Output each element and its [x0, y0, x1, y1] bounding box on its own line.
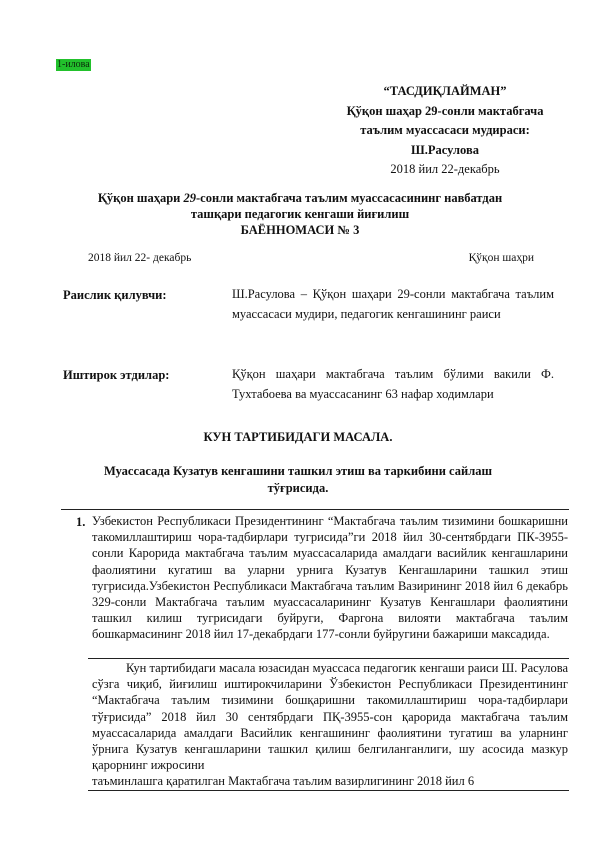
section-divider-top [61, 509, 569, 510]
discussion-paragraph: Кун тартибидаги масала юзасидан муассаса педагогик кенгаши раиси Ш. Расулова сўзга чиқиб, йиғилиш иштирокчиларини Ўзбекистон Республикаси Президентининг “Мактабгача таълим тизимини бошқаришни такомиллаштириш чора-тадбирлари тўғрисида” 2018 йил 30 сентябрдаги ПҚ-3955-сон қарорида мактабгача таълим муассасаларида амалдаги Васийлик кенгашининг фаолиятини тугатиш ва уларнинг ўрнига Кузатув кенгашларини ташкил қилиш белгиланганлиги, шу асосида мазкур қарорнинг ижросини [92, 661, 568, 773]
date-place-line [88, 252, 534, 264]
title-line-1 [60, 190, 540, 206]
approval-line-2: таълим муассасаси мудираси: [360, 123, 530, 137]
meeting-place: Қўқон шаҳри [468, 252, 534, 264]
chair-label: Раислик қилувчи: [63, 288, 167, 302]
approval-heading: “ТАСДИҚЛАЙМАН” [383, 84, 507, 98]
discussion-last-line: таъминлашга қаратилган Мактабгача таълим вазирлигининг 2018 йил 6 [92, 774, 475, 788]
title-line-1-start: Қўқон шаҳари [97, 191, 184, 205]
title-line-2: ташқари педагогик кенгаши йиғилиш [190, 207, 410, 221]
approval-date: 2018 йил 22-декабрь [390, 162, 500, 176]
title-number: 29 [183, 191, 197, 205]
title-line-1-end: -сонли мактабгача таълим муассасасининг навбатдан [196, 191, 503, 205]
approval-line-1: Қўқон шаҳар 29-сонли мактабгача [346, 103, 544, 118]
agenda-heading: КУН ТАРТИБИДАГИ МАСАЛА. [203, 430, 393, 444]
agenda-subject: Муассасада Кузатув кенгашини ташкил этиш ва таркибини сайлаш тўғрисида. [103, 464, 493, 495]
meeting-date: 2018 йил 22- декабрь [88, 252, 192, 264]
appendix-label: 1-илова [57, 59, 90, 70]
item-text: Узбекистон Республикаси Президентининг “Мактабгача таълим тизимини бошкаришни такомиллаштириш чора-тадбирлари тугрисида”ги 2018 йил 30-сентябрдаги ПК-3955-сонли Карорида мактабгача таълим муассасаларида амалдаги васийлик кенгашларини фаолиятини кугатиш ва уларни урнига Кузатув Кенгашларини ташкил этиш тугрисида.Узбекистон Республикаси Мактабгача таълим Вазирининг 2018 йил 6 декабрь 329-сонли Мактабгача таълим муассасаларининг Кузатув Кенгашлари фаолиятини ташкил килиш тугрисидаги буйруги, Фаргона вилояти мактабгача таълим бошкармасининг 2018 йил 17-декабрдаги 177-сонли буйругини бажариши максадида. [92, 514, 568, 642]
approval-block [300, 82, 590, 180]
section-divider-middle [88, 658, 569, 659]
attendees-value: Қўқон шаҳари мактабгача таълим бўлими вакили Ф. Тухтабоева ва муассасанинг 63 нафар ходимлари [232, 367, 554, 401]
chair-value: Ш.Расулова – Қўқон шаҳари 29-сонли мактабгача таълим муассасаси мудири, педагогик кенгашининг раиси [232, 287, 554, 321]
title-line-3: БАЁННОМАСИ № 3 [240, 223, 360, 237]
document-title [60, 190, 540, 238]
approval-name: Ш.Расулова [410, 142, 479, 157]
attendees-label: Иштирок этдилар: [63, 368, 170, 382]
item-number: 1. [76, 515, 86, 529]
section-divider-bottom [88, 790, 569, 791]
